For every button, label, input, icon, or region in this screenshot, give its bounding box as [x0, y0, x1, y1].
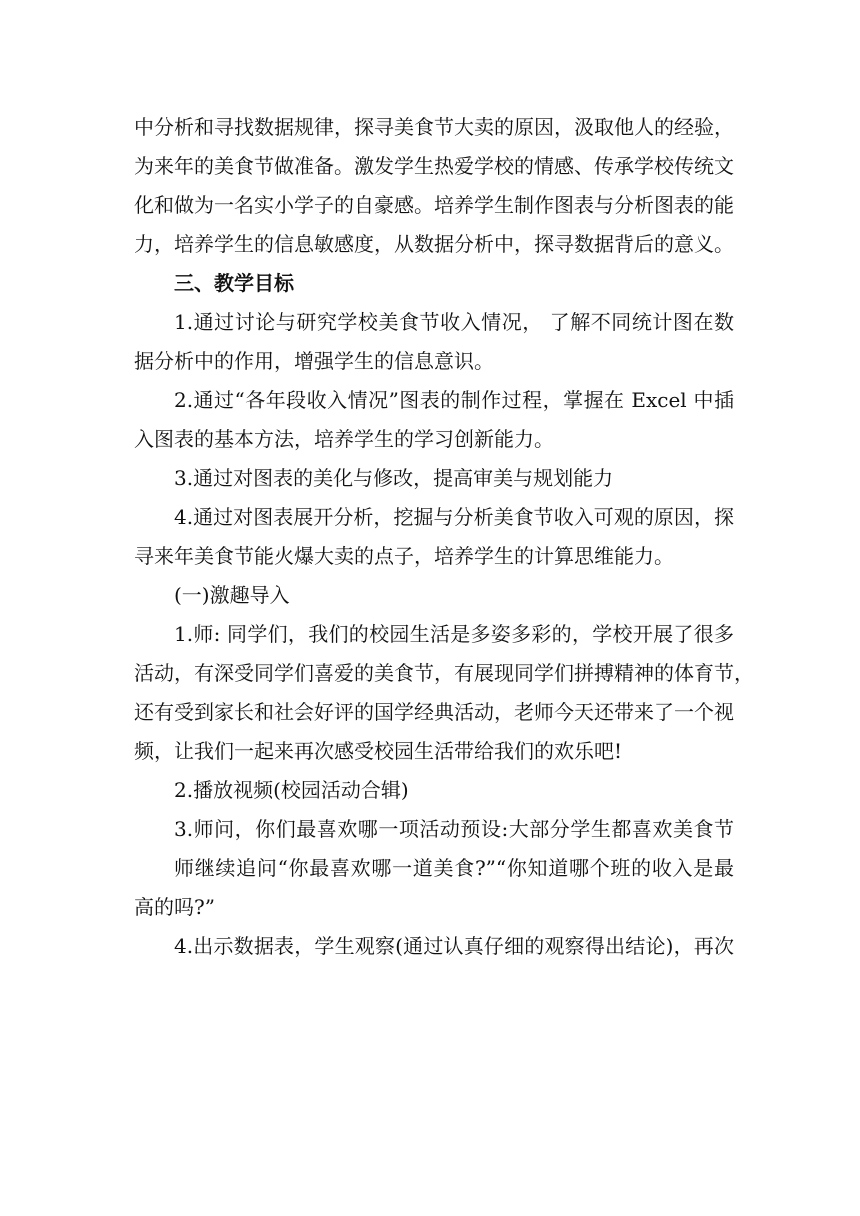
paragraph-line: 4.出示数据表，学生观察(通过认真仔细的观察得出结论)，再次: [174, 934, 734, 958]
paragraph-line: 4.通过对图表展开分析，挖掘与分析美食节收入可观的原因，探: [174, 505, 734, 529]
paragraph-line: 3.通过对图表的美化与修改，提高审美与规划能力: [174, 466, 614, 490]
paragraph-line: 化和做为一名实小学子的自豪感。培养学生制作图表与分析图表的能: [134, 193, 734, 217]
paragraph-line: 2.通过“各年段收入情况”图表的制作过程，掌握在 Excel 中插: [174, 388, 734, 412]
paragraph-line: 寻来年美食节能火爆大卖的点子，培养学生的计算思维能力。: [134, 544, 674, 568]
paragraph-line: 频，让我们一起来再次感受校园生活带给我们的欢乐吧!: [134, 739, 623, 763]
paragraph-line: 2.播放视频(校园活动合辑): [174, 778, 409, 802]
paragraph-line: 中分析和寻找数据规律，探寻美食节大卖的原因，汲取他人的经验，: [134, 115, 734, 139]
document-page: [134, 108, 754, 966]
paragraph-line: 1.师: 同学们，我们的校园生活是多姿多彩的，学校开展了很多: [174, 622, 734, 646]
paragraph-line: 师继续追问“你最喜欢哪一道美食?”“你知道哪个班的收入是最: [174, 856, 734, 880]
paragraph-line: 1.通过讨论与研究学校美食节收入情况， 了解不同统计图在数: [174, 310, 734, 334]
paragraph-line: 活动，有深受同学们喜爱的美食节，有展现同学们拼搏精神的体育节，: [134, 661, 754, 685]
paragraph-line: 高的吗?”: [134, 895, 215, 919]
paragraph-line: 3.师问，你们最喜欢哪一项活动预设:大部分学生都喜欢美食节: [174, 817, 734, 841]
paragraph-line: 力，培养学生的信息敏感度，从数据分析中，探寻数据背后的意义。: [134, 232, 734, 256]
paragraph-line: 据分析中的作用，增强学生的信息意识。: [134, 349, 494, 373]
paragraph-line: 还有受到家长和社会好评的国学经典活动，老师今天还带来了一个视: [134, 700, 734, 724]
subsection-heading: (一)激趣导入: [174, 583, 290, 607]
paragraph-line: 为来年的美食节做准备。激发学生热爱学校的情感、传承学校传统文: [134, 154, 734, 178]
paragraph-line: 入图表的基本方法，培养学生的学习创新能力。: [134, 427, 554, 451]
section-heading: 三、教学目标: [174, 271, 294, 295]
